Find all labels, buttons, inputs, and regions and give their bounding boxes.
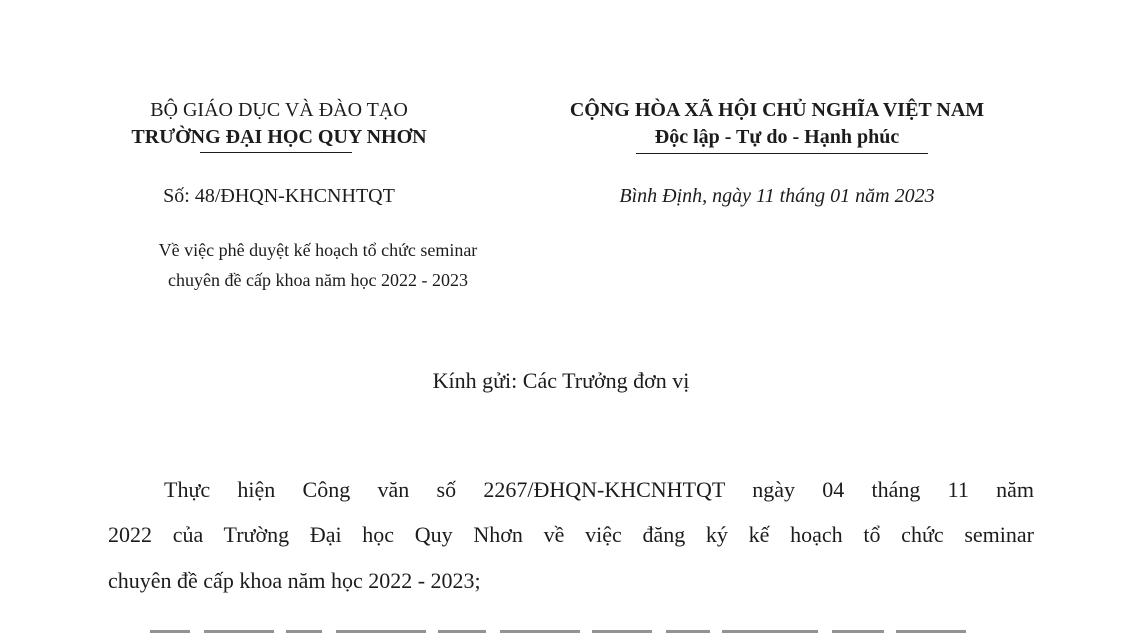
- school-underline: [200, 152, 352, 153]
- subject-line-1: Về việc phê duyệt kế hoạch tổ chức seminar: [158, 240, 478, 260]
- document-number: Số: 48/ĐHQN-KHCNHTQT: [163, 185, 395, 207]
- body-paragraph-line-3: chuyên đề cấp khoa năm học 2022 - 2023;: [108, 568, 481, 593]
- document-date: Bình Định, ngày 11 tháng 01 năm 2023: [619, 185, 935, 207]
- subject-line-2: chuyên đề cấp khoa năm học 2022 - 2023: [168, 270, 468, 290]
- national-motto: Độc lập - Tự do - Hạnh phúc: [654, 126, 900, 148]
- cut-off-text-line: [150, 618, 1030, 633]
- body-paragraph-line-2: 2022 của Trường Đại học Quy Nhơn về việc đăng ký kế hoạch tổ chức seminar: [108, 522, 1034, 547]
- ministry-name: BỘ GIÁO DỤC VÀ ĐÀO TẠO: [150, 99, 408, 121]
- body-paragraph-line-1: Thực hiện Công văn số 2267/ĐHQN-KHCNHTQT ngày 04 tháng 11 năm: [164, 477, 1034, 502]
- school-name: TRƯỜNG ĐẠI HỌC QUY NHƠN: [131, 126, 427, 148]
- national-title: CỘNG HÒA XÃ HỘI CHỦ NGHĨA VIỆT NAM: [569, 99, 985, 121]
- recipient-line: Kính gửi: Các Trưởng đơn vị: [432, 368, 690, 393]
- motto-underline: [636, 153, 928, 154]
